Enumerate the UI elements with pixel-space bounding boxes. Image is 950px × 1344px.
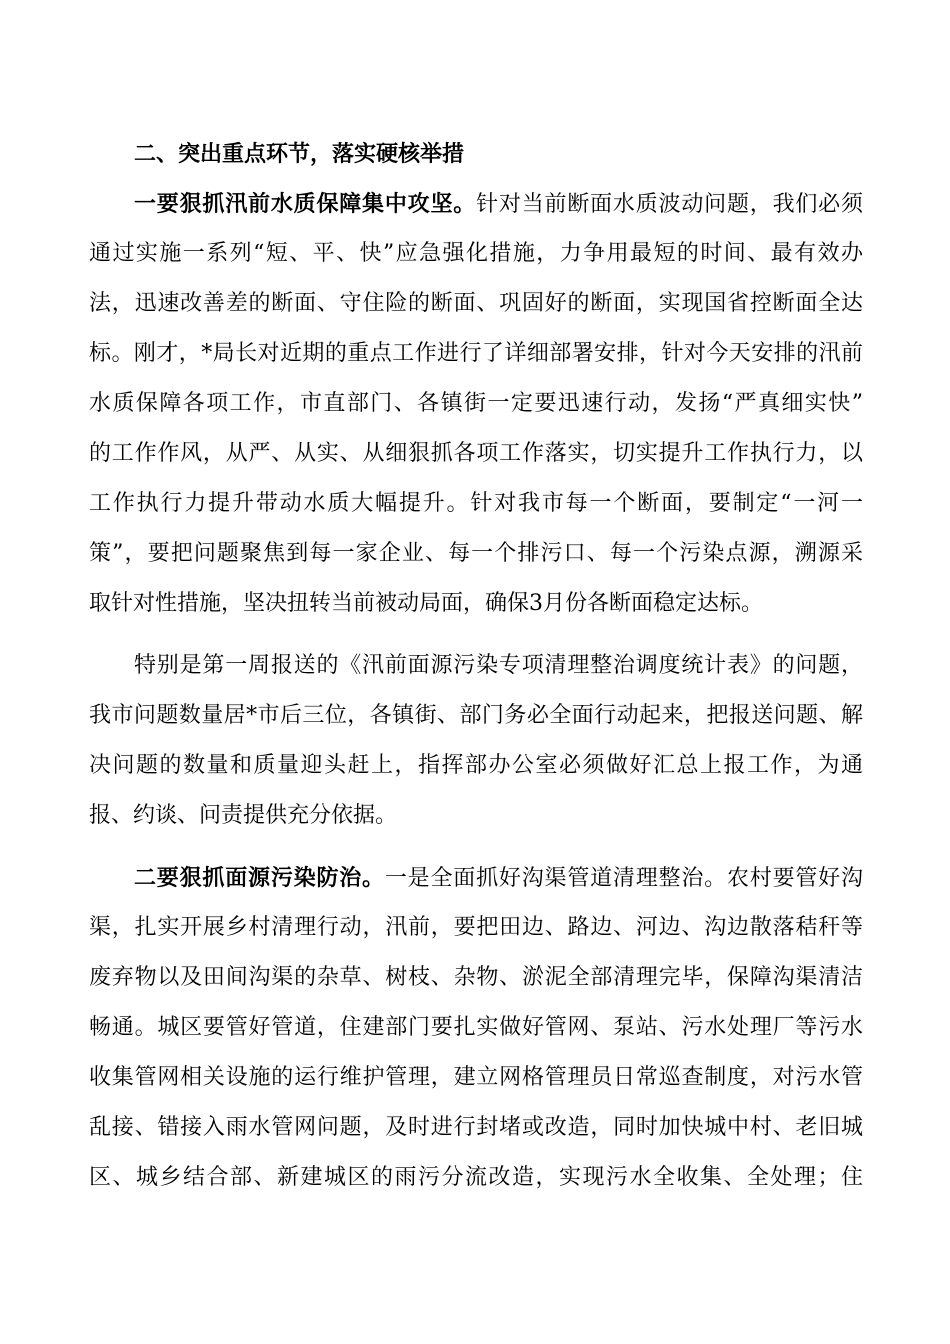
paragraph-2-line: 特别是第一周报送的《汛前面源污染专项清理整治调度统计表》的问题， (134, 653, 863, 678)
paragraph-3-line: 废弃物以及田间沟渠的杂草、树枝、杂物、淤泥全部清理完毕，保障沟渠清洁 (89, 965, 863, 990)
paragraph-1-lead: 一要狠抓汛前水质保障集中攻坚。 (134, 191, 477, 217)
section-heading: 二、突出重点环节，落实硬核举措 (134, 141, 465, 167)
paragraph-1-line: 水质保障各项工作，市直部门、各镇街一定要迅速行动，发扬“严真细实快” (89, 391, 863, 416)
paragraph-1-line-1 (134, 190, 863, 219)
paragraph-1-line: 的工作作风，从严、从实、从细狠抓各项工作落实，切实提升工作执行力，以 (89, 441, 863, 466)
paragraph-2-line: 报、约谈、问责提供充分依据。 (89, 803, 398, 828)
paragraph-3-line: 区、城乡结合部、新建城区的雨污分流改造，实现污水全收集、全处理；住 (89, 1165, 863, 1190)
paragraph-3-line-1 (134, 864, 863, 893)
paragraph-3-line-1-text: 一是全面抓好沟渠管道清理整治。农村要管好沟 (384, 866, 863, 891)
paragraph-1-line: 法，迅速改善差的断面、守住险的断面、巩固好的断面，实现国省控断面全达 (89, 291, 863, 316)
paragraph-3-line: 收集管网相关设施的运行维护管理，建立网格管理员日常巡查制度，对污水管 (89, 1065, 863, 1090)
paragraph-1-line: 取针对性措施，坚决扭转当前被动局面，确保3月份各断面稳定达标。 (89, 591, 763, 616)
paragraph-1-line: 策”，要把问题聚焦到每一家企业、每一个排污口、每一个污染点源，溯源采 (89, 541, 863, 566)
paragraph-3-line: 渠，扎实开展乡村清理行动，汛前，要把田边、路边、河边、沟边散落秸秆等 (89, 915, 863, 940)
paragraph-2-line: 我市问题数量居*市后三位，各镇街、部门务必全面行动起来，把报送问题、解 (89, 703, 863, 728)
paragraph-1-line-1-text: 针对当前断面水质波动问题，我们必须 (476, 192, 863, 217)
paragraph-3-lead: 二要狠抓面源污染防治。 (134, 865, 385, 891)
paragraph-3-line: 畅通。城区要管好管道，住建部门要扎实做好管网、泵站、污水处理厂等污水 (89, 1015, 863, 1040)
paragraph-1-line: 通过实施一系列“短、平、快”应急强化措施，力争用最短的时间、最有效办 (89, 241, 863, 266)
paragraph-1-line: 工作执行力提升带动水质大幅提升。针对我市每一个断面，要制定“一河一 (89, 491, 863, 516)
paragraph-2-line: 决问题的数量和质量迎头赶上，指挥部办公室必须做好汇总上报工作，为通 (89, 753, 863, 778)
paragraph-3-line: 乱接、错接入雨水管网问题，及时进行封堵或改造，同时加快城中村、老旧城 (89, 1115, 863, 1140)
paragraph-1-line: 标。刚才，*局长对近期的重点工作进行了详细部署安排，针对今天安排的汛前 (89, 341, 863, 366)
